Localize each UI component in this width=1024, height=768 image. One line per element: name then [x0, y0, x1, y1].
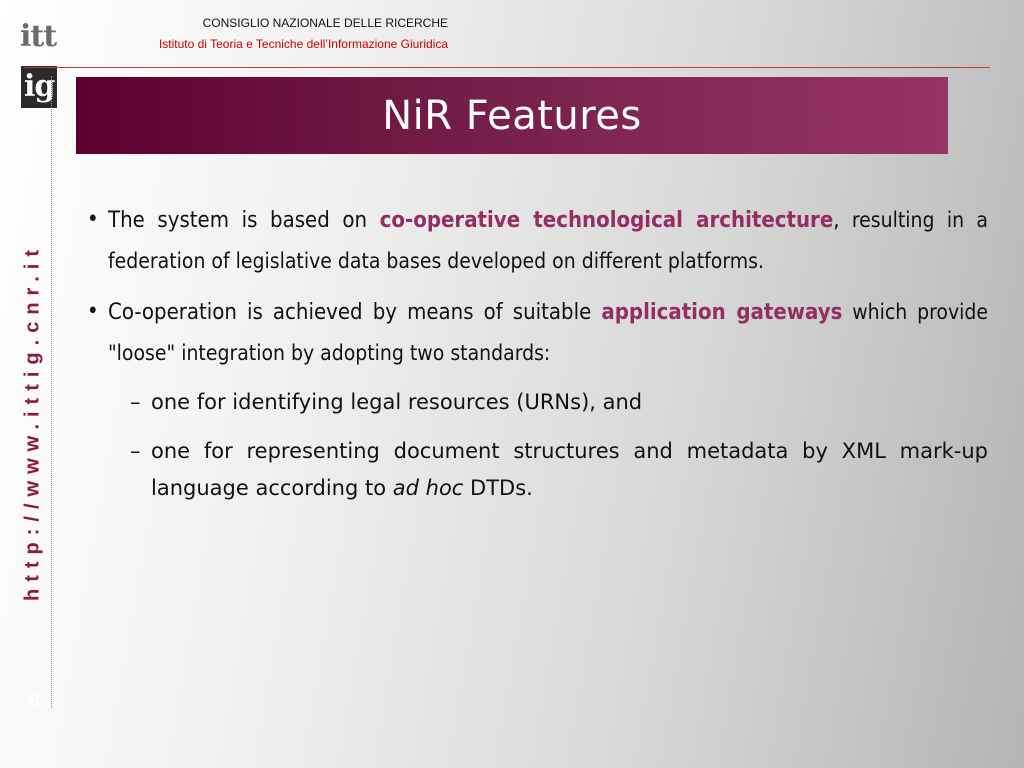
- header-divider: [24, 67, 990, 68]
- sidebar-url: http://www.ittig.cnr.it: [21, 242, 44, 602]
- ittig-logo: [20, 12, 84, 104]
- bullet-text-after: ,: [833, 208, 840, 233]
- slide-body: [87, 200, 988, 519]
- bullet-item: [87, 292, 988, 374]
- bullet-marker: •: [87, 299, 99, 324]
- sub-bullet-text: one for representing document structures and metadata by XML mark-up language according to: [151, 439, 988, 500]
- title-banner: [76, 77, 948, 154]
- bullet-item: [87, 200, 988, 282]
- logo-text-prefix: itt: [20, 19, 57, 54]
- sub-bullet-marker: –: [130, 390, 141, 414]
- bullet-text-after: which provide "loose" integration by adopting two standards:: [108, 300, 988, 365]
- bullet-highlight: application gateways: [601, 300, 843, 325]
- sub-bullet-text-after: DTDs.: [463, 476, 533, 500]
- bullet-text: Co-operation is achieved by means of suitable: [108, 300, 602, 325]
- logo-text-box: ig: [21, 66, 57, 108]
- sub-bullet-text: one for identifying legal resources (URNs), and: [151, 390, 643, 414]
- sub-bullet-item: [130, 433, 988, 507]
- institute-subtitle: Istituto di Teoria e Tecniche dell’Informazione Giuridica: [158, 37, 448, 51]
- bullet-marker: •: [87, 207, 99, 232]
- sub-bullet-italic: ad hoc: [392, 476, 464, 500]
- bullet-text: The system is based on: [108, 208, 380, 233]
- sub-bullet-marker: –: [130, 439, 141, 463]
- sidebar-dotted-divider: [51, 76, 52, 708]
- slide-title: NiR Features: [382, 92, 642, 139]
- institution-name: CONSIGLIO NAZIONALE DELLE RICERCHE: [202, 16, 448, 30]
- page-number: 8: [27, 688, 41, 713]
- bullet-highlight: co-operative technological architecture: [379, 208, 834, 233]
- sub-bullet-item: [130, 384, 988, 421]
- bullet-continuation: resulting in a federation of legislative data bases developed on different platforms.: [108, 208, 988, 273]
